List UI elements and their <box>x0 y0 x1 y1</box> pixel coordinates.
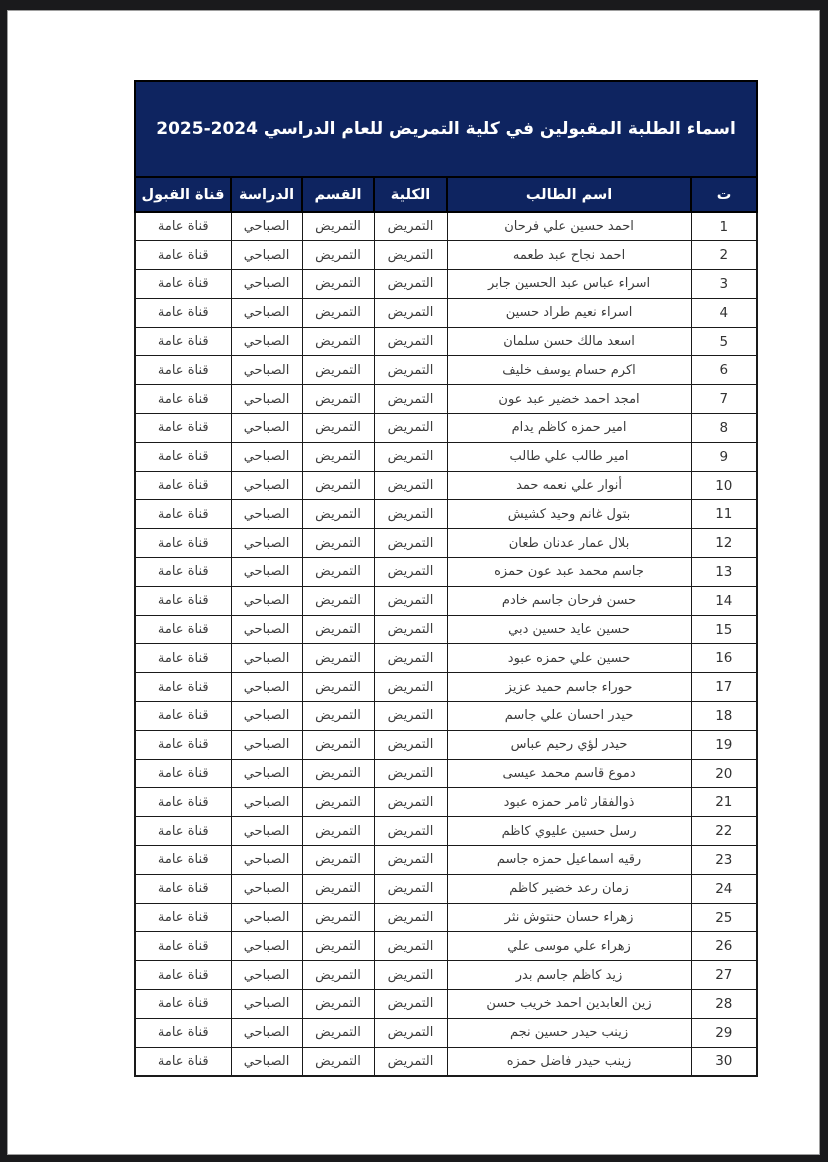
cell-college: التمريض <box>374 615 447 644</box>
cell-student-name: رسل حسين عليوي كاظم <box>447 817 691 846</box>
cell-college: التمريض <box>374 298 447 327</box>
cell-department: التمريض <box>302 471 374 500</box>
cell-admission-channel: قناة عامة <box>135 212 231 241</box>
cell-department: التمريض <box>302 759 374 788</box>
table-row <box>135 903 757 932</box>
cell-college: التمريض <box>374 846 447 875</box>
cell-row-number: 17 <box>691 673 757 702</box>
cell-student-name: دموع قاسم محمد عيسى <box>447 759 691 788</box>
cell-study-type: الصباحي <box>231 961 302 990</box>
cell-admission-channel: قناة عامة <box>135 990 231 1019</box>
cell-department: التمريض <box>302 586 374 615</box>
cell-college: التمريض <box>374 442 447 471</box>
cell-study-type: الصباحي <box>231 759 302 788</box>
cell-department: التمريض <box>302 817 374 846</box>
table-row <box>135 586 757 615</box>
table-row <box>135 702 757 731</box>
table-row <box>135 500 757 529</box>
table-row <box>135 788 757 817</box>
cell-college: التمريض <box>374 385 447 414</box>
cell-student-name: ذوالفقار ثامر حمزه عبود <box>447 788 691 817</box>
document-page <box>7 10 820 1155</box>
cell-study-type: الصباحي <box>231 212 302 241</box>
table-body <box>135 212 757 1076</box>
table-row <box>135 241 757 270</box>
cell-student-name: أنوار علي نعمه حمد <box>447 471 691 500</box>
cell-admission-channel: قناة عامة <box>135 1018 231 1047</box>
cell-college: التمريض <box>374 327 447 356</box>
cell-study-type: الصباحي <box>231 730 302 759</box>
cell-college: التمريض <box>374 903 447 932</box>
cell-row-number: 2 <box>691 241 757 270</box>
cell-college: التمريض <box>374 529 447 558</box>
column-header-college: الكلية <box>374 177 447 212</box>
cell-student-name: زين العابدين احمد خريب حسن <box>447 990 691 1019</box>
cell-college: التمريض <box>374 702 447 731</box>
cell-study-type: الصباحي <box>231 241 302 270</box>
cell-study-type: الصباحي <box>231 932 302 961</box>
cell-admission-channel: قناة عامة <box>135 817 231 846</box>
cell-department: التمريض <box>302 990 374 1019</box>
table-row <box>135 673 757 702</box>
table-row <box>135 471 757 500</box>
cell-admission-channel: قناة عامة <box>135 414 231 443</box>
cell-admission-channel: قناة عامة <box>135 356 231 385</box>
cell-college: التمريض <box>374 759 447 788</box>
cell-study-type: الصباحي <box>231 471 302 500</box>
cell-admission-channel: قناة عامة <box>135 586 231 615</box>
cell-admission-channel: قناة عامة <box>135 730 231 759</box>
cell-row-number: 21 <box>691 788 757 817</box>
cell-college: التمريض <box>374 788 447 817</box>
cell-row-number: 26 <box>691 932 757 961</box>
document-title: اسماء الطلبة المقبولين في كلية التمريض للعام الدراسي 2024-2025 <box>135 81 757 177</box>
cell-department: التمريض <box>302 615 374 644</box>
table-row <box>135 385 757 414</box>
cell-study-type: الصباحي <box>231 817 302 846</box>
cell-department: التمريض <box>302 673 374 702</box>
cell-college: التمريض <box>374 356 447 385</box>
cell-admission-channel: قناة عامة <box>135 500 231 529</box>
cell-admission-channel: قناة عامة <box>135 529 231 558</box>
table-row <box>135 1018 757 1047</box>
cell-student-name: امجد احمد خضير عبد عون <box>447 385 691 414</box>
table-row <box>135 644 757 673</box>
table-row <box>135 846 757 875</box>
cell-study-type: الصباحي <box>231 874 302 903</box>
cell-study-type: الصباحي <box>231 846 302 875</box>
cell-student-name: زينب حيدر فاضل حمزه <box>447 1047 691 1076</box>
cell-college: التمريض <box>374 414 447 443</box>
cell-department: التمريض <box>302 1018 374 1047</box>
cell-student-name: حسن فرحان جاسم خادم <box>447 586 691 615</box>
cell-department: التمريض <box>302 414 374 443</box>
cell-department: التمريض <box>302 385 374 414</box>
cell-admission-channel: قناة عامة <box>135 615 231 644</box>
column-header-name: اسم الطالب <box>447 177 691 212</box>
cell-admission-channel: قناة عامة <box>135 442 231 471</box>
table-row <box>135 1047 757 1076</box>
cell-study-type: الصباحي <box>231 327 302 356</box>
cell-admission-channel: قناة عامة <box>135 1047 231 1076</box>
cell-study-type: الصباحي <box>231 903 302 932</box>
cell-department: التمريض <box>302 241 374 270</box>
cell-row-number: 14 <box>691 586 757 615</box>
table-row <box>135 932 757 961</box>
table-row <box>135 270 757 299</box>
cell-student-name: اكرم حسام يوسف خليف <box>447 356 691 385</box>
cell-row-number: 18 <box>691 702 757 731</box>
cell-admission-channel: قناة عامة <box>135 558 231 587</box>
table-row <box>135 298 757 327</box>
cell-row-number: 1 <box>691 212 757 241</box>
cell-student-name: حيدر لؤي رحيم عباس <box>447 730 691 759</box>
column-header-channel: قناة القبول <box>135 177 231 212</box>
cell-student-name: رقيه اسماعيل حمزه جاسم <box>447 846 691 875</box>
cell-student-name: احمد حسين علي فرحان <box>447 212 691 241</box>
cell-college: التمريض <box>374 1018 447 1047</box>
cell-study-type: الصباحي <box>231 788 302 817</box>
cell-student-name: جاسم محمد عبد عون حمزه <box>447 558 691 587</box>
cell-admission-channel: قناة عامة <box>135 471 231 500</box>
cell-department: التمريض <box>302 270 374 299</box>
cell-row-number: 3 <box>691 270 757 299</box>
cell-college: التمريض <box>374 644 447 673</box>
cell-college: التمريض <box>374 471 447 500</box>
cell-row-number: 8 <box>691 414 757 443</box>
cell-college: التمريض <box>374 673 447 702</box>
cell-row-number: 11 <box>691 500 757 529</box>
cell-student-name: زهراء علي موسى علي <box>447 932 691 961</box>
column-header-study: الدراسة <box>231 177 302 212</box>
table-row <box>135 759 757 788</box>
table-row <box>135 558 757 587</box>
cell-student-name: حسين عايد حسين دبي <box>447 615 691 644</box>
cell-admission-channel: قناة عامة <box>135 241 231 270</box>
cell-student-name: زهراء حسان حنتوش نثر <box>447 903 691 932</box>
cell-admission-channel: قناة عامة <box>135 327 231 356</box>
cell-department: التمريض <box>302 846 374 875</box>
cell-row-number: 19 <box>691 730 757 759</box>
cell-row-number: 22 <box>691 817 757 846</box>
cell-department: التمريض <box>302 356 374 385</box>
cell-admission-channel: قناة عامة <box>135 846 231 875</box>
table-row <box>135 212 757 241</box>
table-row <box>135 961 757 990</box>
cell-row-number: 4 <box>691 298 757 327</box>
cell-study-type: الصباحي <box>231 1047 302 1076</box>
cell-student-name: بلال عمار عدنان طعان <box>447 529 691 558</box>
cell-college: التمريض <box>374 730 447 759</box>
cell-study-type: الصباحي <box>231 615 302 644</box>
cell-student-name: احمد نجاح عبد طعمه <box>447 241 691 270</box>
cell-admission-channel: قناة عامة <box>135 932 231 961</box>
cell-row-number: 27 <box>691 961 757 990</box>
cell-study-type: الصباحي <box>231 702 302 731</box>
cell-college: التمريض <box>374 961 447 990</box>
cell-study-type: الصباحي <box>231 270 302 299</box>
column-header-department: القسم <box>302 177 374 212</box>
cell-student-name: اسعد مالك حسن سلمان <box>447 327 691 356</box>
cell-admission-channel: قناة عامة <box>135 385 231 414</box>
cell-student-name: اسراء نعيم طراد حسين <box>447 298 691 327</box>
cell-study-type: الصباحي <box>231 558 302 587</box>
cell-student-name: بتول غانم وحيد كشيش <box>447 500 691 529</box>
cell-department: التمريض <box>302 558 374 587</box>
cell-row-number: 15 <box>691 615 757 644</box>
table-row <box>135 990 757 1019</box>
cell-study-type: الصباحي <box>231 414 302 443</box>
cell-study-type: الصباحي <box>231 356 302 385</box>
cell-study-type: الصباحي <box>231 442 302 471</box>
cell-college: التمريض <box>374 586 447 615</box>
cell-college: التمريض <box>374 932 447 961</box>
cell-row-number: 25 <box>691 903 757 932</box>
table-row <box>135 817 757 846</box>
students-table-container <box>134 80 756 1077</box>
cell-admission-channel: قناة عامة <box>135 961 231 990</box>
cell-college: التمريض <box>374 212 447 241</box>
cell-department: التمريض <box>302 961 374 990</box>
cell-study-type: الصباحي <box>231 500 302 529</box>
cell-student-name: زيد كاظم جاسم بدر <box>447 961 691 990</box>
cell-row-number: 10 <box>691 471 757 500</box>
cell-study-type: الصباحي <box>231 298 302 327</box>
cell-study-type: الصباحي <box>231 990 302 1019</box>
cell-row-number: 9 <box>691 442 757 471</box>
cell-admission-channel: قناة عامة <box>135 298 231 327</box>
cell-row-number: 13 <box>691 558 757 587</box>
cell-department: التمريض <box>302 298 374 327</box>
cell-department: التمريض <box>302 903 374 932</box>
cell-college: التمريض <box>374 241 447 270</box>
cell-college: التمريض <box>374 817 447 846</box>
cell-admission-channel: قناة عامة <box>135 903 231 932</box>
cell-department: التمريض <box>302 702 374 731</box>
cell-admission-channel: قناة عامة <box>135 644 231 673</box>
cell-admission-channel: قناة عامة <box>135 759 231 788</box>
cell-admission-channel: قناة عامة <box>135 673 231 702</box>
cell-admission-channel: قناة عامة <box>135 702 231 731</box>
cell-college: التمريض <box>374 1047 447 1076</box>
cell-row-number: 29 <box>691 1018 757 1047</box>
cell-admission-channel: قناة عامة <box>135 788 231 817</box>
cell-student-name: زينب حيدر حسين نجم <box>447 1018 691 1047</box>
cell-student-name: زمان رعد خضير كاظم <box>447 874 691 903</box>
cell-student-name: حسين علي حمزه عبود <box>447 644 691 673</box>
table-row <box>135 414 757 443</box>
cell-department: التمريض <box>302 212 374 241</box>
cell-department: التمريض <box>302 327 374 356</box>
cell-department: التمريض <box>302 730 374 759</box>
table-title-row <box>135 81 757 177</box>
cell-college: التمريض <box>374 874 447 903</box>
cell-college: التمريض <box>374 270 447 299</box>
cell-college: التمريض <box>374 558 447 587</box>
cell-row-number: 23 <box>691 846 757 875</box>
cell-study-type: الصباحي <box>231 529 302 558</box>
table-row <box>135 730 757 759</box>
table-row <box>135 327 757 356</box>
cell-college: التمريض <box>374 500 447 529</box>
table-header-row <box>135 177 757 212</box>
cell-row-number: 16 <box>691 644 757 673</box>
cell-department: التمريض <box>302 874 374 903</box>
cell-row-number: 30 <box>691 1047 757 1076</box>
cell-college: التمريض <box>374 990 447 1019</box>
table-row <box>135 874 757 903</box>
cell-student-name: امير حمزه كاظم يدام <box>447 414 691 443</box>
cell-admission-channel: قناة عامة <box>135 874 231 903</box>
cell-row-number: 20 <box>691 759 757 788</box>
column-header-number: ت <box>691 177 757 212</box>
cell-row-number: 24 <box>691 874 757 903</box>
students-table <box>134 80 758 1077</box>
cell-study-type: الصباحي <box>231 385 302 414</box>
cell-study-type: الصباحي <box>231 673 302 702</box>
cell-study-type: الصباحي <box>231 644 302 673</box>
cell-department: التمريض <box>302 500 374 529</box>
cell-department: التمريض <box>302 644 374 673</box>
cell-row-number: 28 <box>691 990 757 1019</box>
cell-admission-channel: قناة عامة <box>135 270 231 299</box>
cell-department: التمريض <box>302 932 374 961</box>
cell-row-number: 5 <box>691 327 757 356</box>
cell-study-type: الصباحي <box>231 1018 302 1047</box>
cell-study-type: الصباحي <box>231 586 302 615</box>
cell-student-name: حيدر احسان علي جاسم <box>447 702 691 731</box>
table-row <box>135 442 757 471</box>
cell-department: التمريض <box>302 442 374 471</box>
cell-student-name: اسراء عباس عبد الحسين جابر <box>447 270 691 299</box>
cell-department: التمريض <box>302 529 374 558</box>
cell-row-number: 12 <box>691 529 757 558</box>
cell-row-number: 6 <box>691 356 757 385</box>
cell-student-name: حوراء جاسم حميد عزيز <box>447 673 691 702</box>
table-row <box>135 356 757 385</box>
cell-department: التمريض <box>302 788 374 817</box>
table-row <box>135 615 757 644</box>
cell-student-name: امير طالب علي طالب <box>447 442 691 471</box>
cell-department: التمريض <box>302 1047 374 1076</box>
cell-row-number: 7 <box>691 385 757 414</box>
table-row <box>135 529 757 558</box>
